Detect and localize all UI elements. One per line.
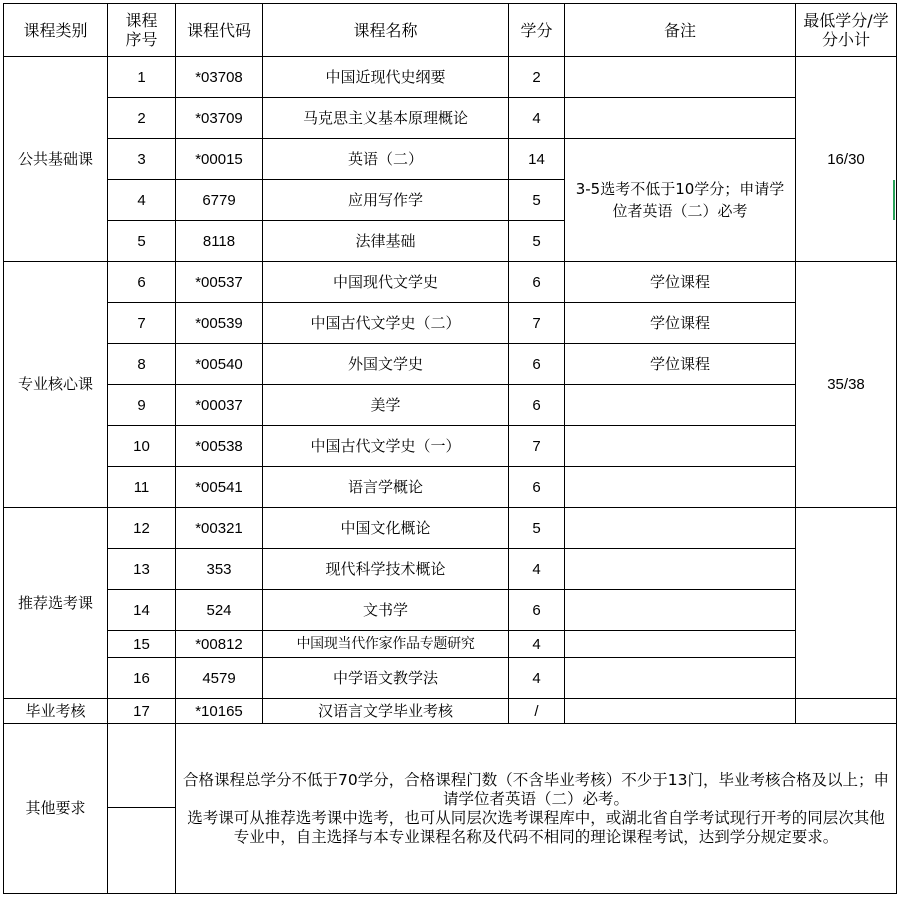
table-row [4,262,897,303]
table-row [4,549,897,590]
subtotal-cell: 35/38 [796,262,897,508]
table-row [4,631,897,658]
name-cell: 中国文化概论 [263,508,509,549]
credit-cell: 7 [509,426,565,467]
subtotal-cell [796,508,897,699]
table-row [4,139,897,180]
code-cell: 6779 [176,180,263,221]
seq-cell: 16 [108,658,176,699]
name-cell: 英语（二） [263,139,509,180]
code-cell: *00539 [176,303,263,344]
name-cell: 汉语言文学毕业考核 [263,699,509,724]
note-cell [565,467,796,508]
seq-cell: 9 [108,385,176,426]
name-cell: 法律基础 [263,221,509,262]
code-cell: *10165 [176,699,263,724]
seq-cell: 2 [108,98,176,139]
seq-cell: 10 [108,426,176,467]
name-cell: 应用写作学 [263,180,509,221]
category-cell: 公共基础课 [4,57,108,262]
seq-cell: 15 [108,631,176,658]
seq-cell: 12 [108,508,176,549]
name-cell: 外国文学史 [263,344,509,385]
inner-divider [108,807,175,808]
code-cell: *00037 [176,385,263,426]
code-cell: *00541 [176,467,263,508]
seq-cell: 3 [108,139,176,180]
table-row [4,98,897,139]
code-cell: *00538 [176,426,263,467]
seq-cell: 14 [108,590,176,631]
note-cell [565,658,796,699]
name-cell: 马克思主义基本原理概论 [263,98,509,139]
note-cell [565,57,796,98]
table-row [4,344,897,385]
name-cell: 中国古代文学史（一） [263,426,509,467]
name-cell: 中国现代文学史 [263,262,509,303]
blank-seq-cell [108,724,176,894]
credit-cell: 5 [509,508,565,549]
note-cell: 学位课程 [565,303,796,344]
header-note: 备注 [565,4,796,57]
table-row [4,426,897,467]
table-row [4,303,897,344]
table-row [4,508,897,549]
name-cell: 美学 [263,385,509,426]
credit-cell: 2 [509,57,565,98]
cell-selection-marker [893,180,895,220]
credit-cell: 4 [509,658,565,699]
note-cell [565,699,796,724]
note-cell [565,508,796,549]
subtotal-cell [796,699,897,724]
credit-cell: 4 [509,549,565,590]
code-cell: *00540 [176,344,263,385]
category-cell: 推荐选考课 [4,508,108,699]
code-cell: *00812 [176,631,263,658]
seq-cell: 5 [108,221,176,262]
requirement-paragraph-1: 合格课程总学分不低于70学分，合格课程门数（不含毕业考核）不少于13门，毕业考核合格及以上；申请学位者英语（二）必考。 [183,770,889,808]
note-cell [565,385,796,426]
seq-cell: 1 [108,57,176,98]
other-requirements-row [4,724,897,894]
credit-cell: 4 [509,98,565,139]
requirement-paragraph-2: 选考课可从推荐选考课中选考，也可从同层次选考课程库中，或湖北省自学考试现行开考的同层次其他专业中，自主选择与本专业课程名称及代码不相同的理论课程考试，达到学分规定要求。 [187,808,885,846]
seq-cell: 7 [108,303,176,344]
merged-note-cell: 3-5选考不低于10学分；申请学位者英语（二）必考 [565,139,796,262]
category-cell: 毕业考核 [4,699,108,724]
credit-cell: 6 [509,590,565,631]
seq-cell: 6 [108,262,176,303]
code-cell: *03709 [176,98,263,139]
table-row [4,699,897,724]
header-row [4,4,897,57]
table-row [4,57,897,98]
code-cell: *00015 [176,139,263,180]
seq-cell: 4 [108,180,176,221]
table-row [4,467,897,508]
note-cell [565,590,796,631]
header-min-credit: 最低学分/学分小计 [796,4,897,57]
name-cell: 中学语文教学法 [263,658,509,699]
credit-cell: 14 [509,139,565,180]
name-cell: 现代科学技术概论 [263,549,509,590]
note-cell [565,631,796,658]
name-cell: 中国古代文学史（二） [263,303,509,344]
name-cell: 中国近现代史纲要 [263,57,509,98]
header-name: 课程名称 [263,4,509,57]
category-cell: 专业核心课 [4,262,108,508]
subtotal-cell: 16/30 [796,57,897,262]
credit-cell: 6 [509,344,565,385]
category-cell: 其他要求 [4,724,108,894]
table-row [4,658,897,699]
seq-cell: 11 [108,467,176,508]
credit-cell: 5 [509,180,565,221]
name-cell: 文书学 [263,590,509,631]
note-cell [565,98,796,139]
table-row [4,590,897,631]
header-code: 课程代码 [176,4,263,57]
code-cell: 8118 [176,221,263,262]
table-row [4,385,897,426]
code-cell: *03708 [176,57,263,98]
credit-cell: 4 [509,631,565,658]
seq-cell: 8 [108,344,176,385]
header-seq: 课程序号 [108,4,176,57]
credit-cell: 6 [509,467,565,508]
code-cell: 524 [176,590,263,631]
seq-cell: 13 [108,549,176,590]
credit-cell: 6 [509,385,565,426]
note-cell: 学位课程 [565,344,796,385]
note-cell: 学位课程 [565,262,796,303]
seq-cell: 17 [108,699,176,724]
name-cell: 语言学概论 [263,467,509,508]
header-category: 课程类别 [4,4,108,57]
other-requirements-text [176,724,897,894]
note-cell [565,549,796,590]
credit-cell: 5 [509,221,565,262]
credit-cell: / [509,699,565,724]
curriculum-table [3,3,897,894]
code-cell: 353 [176,549,263,590]
header-credit: 学分 [509,4,565,57]
code-cell: 4579 [176,658,263,699]
code-cell: *00537 [176,262,263,303]
credit-cell: 6 [509,262,565,303]
name-cell: 中国现当代作家作品专题研究 [263,631,509,658]
credit-cell: 7 [509,303,565,344]
note-cell [565,426,796,467]
code-cell: *00321 [176,508,263,549]
